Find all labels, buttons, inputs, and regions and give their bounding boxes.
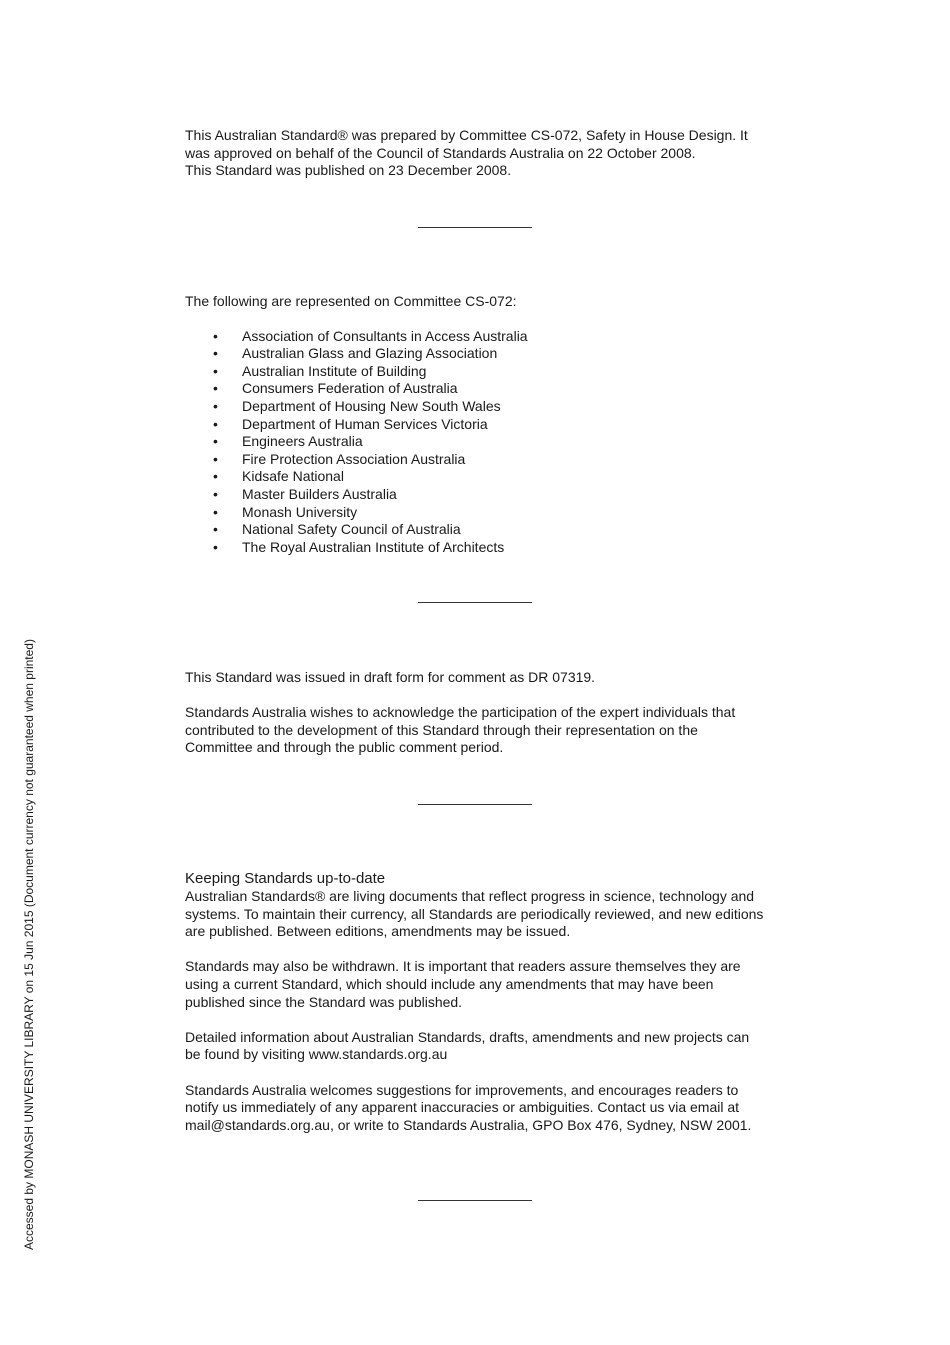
list-item: • Department of Human Services Victoria	[185, 416, 775, 434]
list-item: • Monash University	[185, 504, 775, 522]
paragraph-line: published since the Standard was published.	[185, 993, 463, 1010]
list-item: • Consumers Federation of Australia	[185, 380, 775, 398]
list-item: • Engineers Australia	[185, 433, 775, 451]
committee-intro: The following are represented on Committee CS-072:	[185, 293, 517, 309]
paragraph-line: Australian Standards® are living documents that reflect progress in science, technology and	[185, 888, 755, 904]
paragraph-line: are published. Between editions, amendments may be issued.	[185, 923, 571, 940]
paragraph-line: mail@standards.org.au, or write to Standards Australia, GPO Box 476, Sydney, NSW 2001.	[185, 1116, 752, 1133]
paragraph-line: systems. To maintain their currency, all Standards are periodically reviewed, and new editions	[185, 905, 764, 922]
list-item: • The Royal Australian Institute of Architects	[185, 539, 775, 557]
draft-line: This Standard was issued in draft form for comment as DR 07319.	[185, 669, 596, 685]
keeping-paragraph-3	[185, 1029, 775, 1064]
draft-section	[185, 669, 775, 757]
section-divider	[418, 227, 532, 228]
committee-section	[185, 293, 775, 556]
section-heading: Keeping Standards up-to-date	[185, 870, 386, 887]
paragraph-line: be found by visiting www.standards.org.au	[185, 1046, 448, 1063]
keeping-section	[185, 870, 775, 1134]
keeping-paragraph-4	[185, 1082, 775, 1135]
committee-member-list	[185, 328, 775, 557]
list-item: • Department of Housing New South Wales	[185, 398, 775, 416]
intro-line: This Australian Standard® was prepared by Committee CS-072, Safety in House Design. It	[185, 127, 748, 143]
intro-paragraph	[185, 127, 775, 180]
list-item: • Australian Glass and Glazing Association	[185, 345, 775, 363]
acknowledgement-paragraph	[185, 704, 775, 757]
paragraph-line: notify us immediately of any apparent inaccuracies or ambiguities. Contact us via email at	[185, 1099, 740, 1116]
paragraph-line: Standards Australia welcomes suggestions for improvements, and encourages readers to	[185, 1081, 739, 1098]
access-watermark: Accessed by MONASH UNIVERSITY LIBRARY on 15 Jun 2015 (Document currency not guaranteed when printed)	[22, 639, 36, 1250]
intro-line: This Standard was published on 23 December 2008.	[185, 162, 512, 179]
intro-line: was approved on behalf of the Council of Standards Australia on 22 October 2008.	[185, 144, 696, 161]
section-divider	[418, 804, 532, 805]
list-item: • Master Builders Australia	[185, 486, 775, 504]
section-divider	[418, 1200, 532, 1201]
list-item: • Australian Institute of Building	[185, 363, 775, 381]
list-item: • Fire Protection Association Australia	[185, 451, 775, 469]
ack-line: Standards Australia wishes to acknowledge the participation of the expert individuals that	[185, 704, 736, 721]
paragraph-line: Detailed information about Australian Standards, drafts, amendments and new projects can	[185, 1028, 750, 1045]
list-item: • Kidsafe National	[185, 468, 775, 486]
section-divider	[418, 602, 532, 603]
paragraph-line: Standards may also be withdrawn. It is important that readers assure themselves they are	[185, 958, 741, 975]
paragraph-line: using a current Standard, which should include any amendments that may have been	[185, 975, 714, 992]
ack-line: Committee and through the public comment period.	[185, 739, 504, 756]
ack-line: contributed to the development of this Standard through their representation on the	[185, 721, 698, 738]
keeping-paragraph-1	[185, 888, 775, 941]
keeping-paragraph-2	[185, 958, 775, 1011]
list-item: • National Safety Council of Australia	[185, 521, 775, 539]
list-item: • Association of Consultants in Access Australia	[185, 328, 775, 346]
